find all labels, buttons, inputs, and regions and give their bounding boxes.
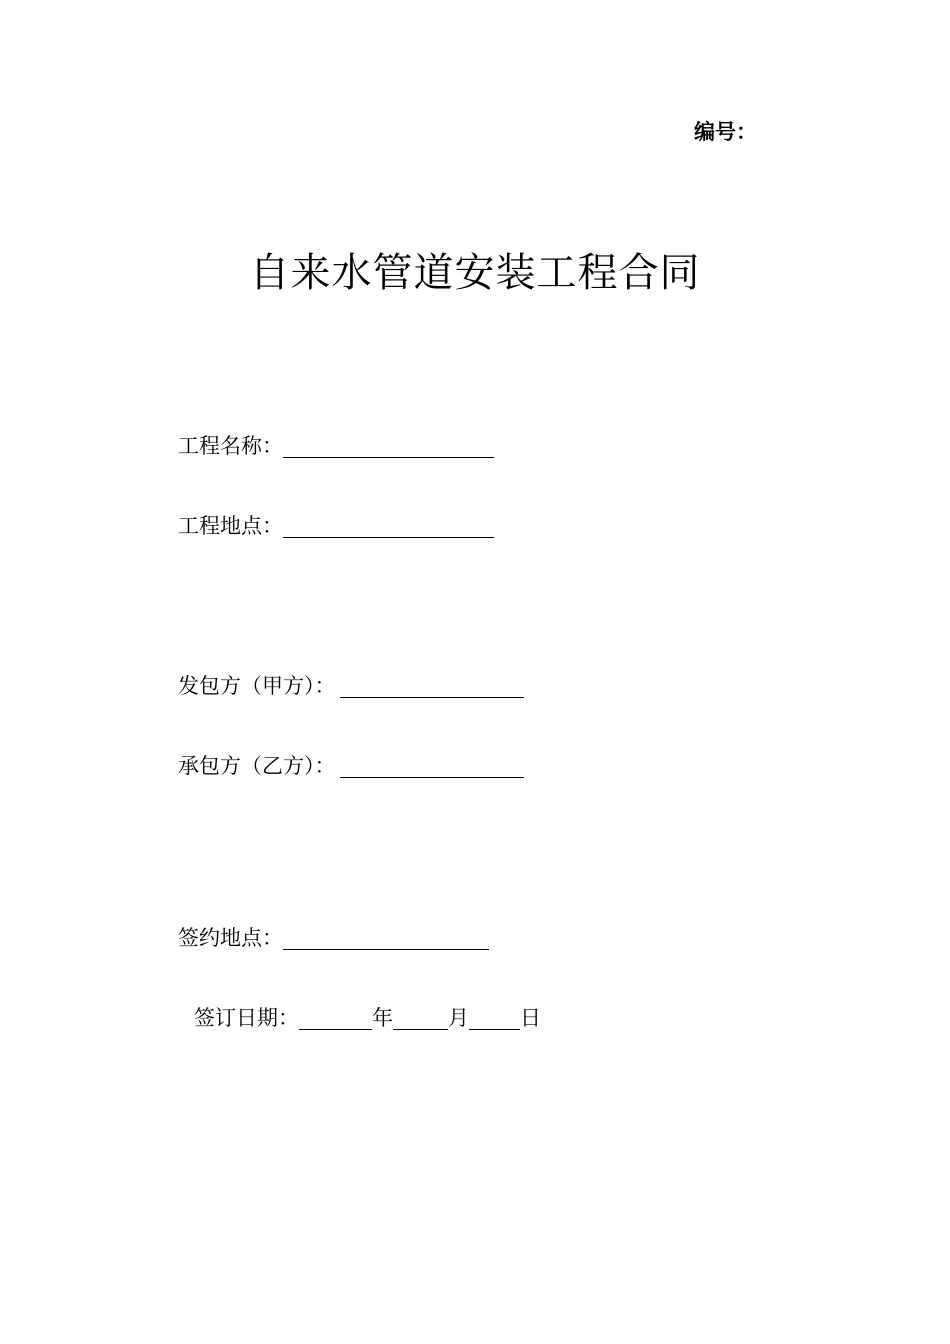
signing-date-label: 签订日期： (194, 1006, 299, 1030)
signing-place-label: 签约地点： (178, 926, 283, 950)
party-b-blank[interactable] (340, 753, 524, 778)
party-a-label: 发包方（甲方）： (178, 674, 336, 698)
project-name-blank[interactable] (283, 433, 494, 458)
project-location-label: 工程地点： (178, 514, 283, 538)
project-location-blank[interactable] (283, 513, 494, 538)
signing-place-row (178, 923, 489, 953)
signing-place-blank[interactable] (283, 925, 489, 950)
year-label: 年 (372, 1006, 393, 1030)
signing-month-blank[interactable] (393, 1005, 448, 1030)
party-b-row (178, 751, 524, 781)
project-location-row (178, 511, 494, 541)
signing-day-blank[interactable] (469, 1005, 520, 1030)
project-name-label: 工程名称： (178, 434, 283, 458)
month-label: 月 (448, 1006, 469, 1030)
project-name-row (178, 431, 494, 461)
day-label: 日 (520, 1006, 541, 1030)
signing-date-row (194, 1003, 541, 1033)
party-a-row (178, 671, 524, 701)
party-b-label: 承包方（乙方）： (178, 754, 336, 778)
document-title: 自来水管道安装工程合同 (249, 250, 701, 296)
signing-year-blank[interactable] (299, 1005, 372, 1030)
party-a-blank[interactable] (340, 673, 524, 698)
serial-number-label: 编号： (694, 120, 757, 144)
